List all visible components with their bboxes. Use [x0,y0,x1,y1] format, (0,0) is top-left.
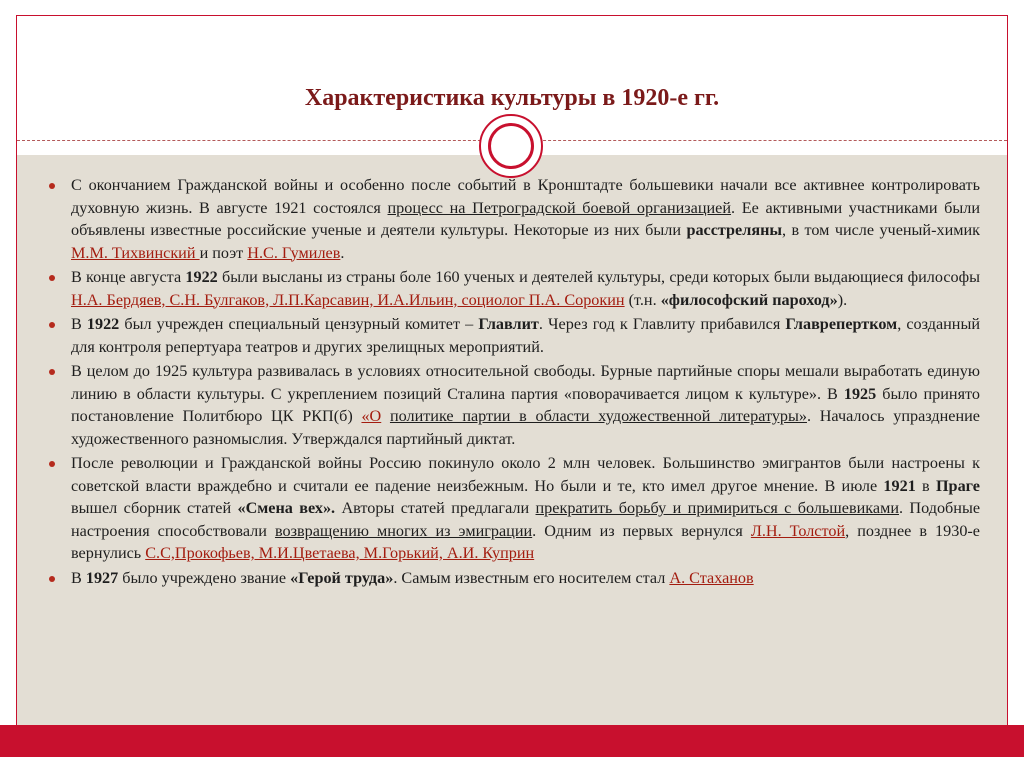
link-philosophers[interactable]: Н.А. Бердяев, С.Н. Булгаков, Л.П.Карсавин, И.А.Ильин, социолог П.А. Сорокин [71,290,625,309]
bold-text: Праге [935,476,980,495]
slide-title: Характеристика культуры в 1920-е гг. [304,85,720,111]
text-segment: После революции и Гражданской войны Россию покинуло около 2 млн человек. Большинство эмигрантов были настроены к советской власти враждебно и считали ее падение неизбежным. Но были и те, кто имел другое мнение. В июле [71,454,980,495]
list-item [47,174,980,264]
bottom-bar [0,725,1024,757]
text-segment: . Началось упразднение художественного разномыслия. Утверждался партийный диктат. [71,407,980,448]
bold-text: 1922 [86,315,120,333]
list-item [47,266,980,311]
link-gumilev[interactable]: Н.С. Гумилев [247,243,341,262]
text-segment: вышел сборник статей [71,499,238,517]
text-segment: был учрежден специальный цензурный комитет – [119,315,479,333]
text-segment: и поэт [199,243,248,262]
text-segment: . Подобные настроения способствовали [71,499,981,540]
text-segment: С окончанием Гражданской войны и особенно после событий в Кронштадте большевики начали все активнее контролировать духовную жизнь. В августе 1921 состоялся [71,176,980,217]
text-segment: было принято постановление Политбюро ЦК РКП(б) [71,384,980,425]
bold-text: 1921 [883,476,916,495]
bold-text: «Смена вех». [237,499,336,517]
text-segment: , в том числе ученый-химик [782,221,981,239]
bold-text: 1927 [85,568,119,587]
text-segment: , созданный для контроля репертуара театров и других зрелищных мероприятий. [71,315,980,356]
list-item [47,360,980,450]
bold-text: Главлит [478,315,539,333]
bold-text: расстреляны [686,221,783,239]
bold-text: 1922 [185,268,218,286]
link-returnees[interactable]: С.С,Прокофьев, М.И.Цветаева, М.Горький, А.И. Куприн [145,544,535,562]
text-segment: . Самым известным его носителем стал [393,568,670,587]
bullet-dot-icon [49,369,55,375]
bold-text: «философский пароход» [660,290,838,309]
text-segment: в [915,476,936,495]
text-segment: . Ее активными участниками были объявлены известные российские ученые и деятели культуры. Некоторые из них были [71,198,981,239]
text-segment: В [71,568,86,587]
bullet-dot-icon [49,461,55,467]
underlined-text: процесс на Петроградской боевой организацией [387,198,732,217]
underlined-text: прекратить борьбу и примириться с большевиками [535,499,899,517]
text-segment: ). [837,290,848,309]
list-item [47,452,980,565]
link-stakhanov[interactable]: А. Стаханов [669,568,754,587]
underlined-text: политике партии в области художественной литературы» [389,407,807,425]
text-segment: было учреждено звание [118,568,291,587]
text-segment: В целом до 1925 культура развивалась в условиях относительной свободы. Бурные партийные споры мешали выработать единую линию в области культуры. С укреплением позиций Сталина партия «поворачивается лицом к культуре». В [71,362,980,403]
text-segment: , позднее в 1930-е вернулись [71,521,980,562]
bullet-list [47,174,980,591]
text-segment: . Одним из первых вернулся [532,521,751,540]
circle-ornament-inner [488,123,534,169]
link-tolstoy[interactable]: Л.Н. Толстой [750,521,846,540]
list-item [47,567,980,590]
text-segment: были высланы из страны боле 160 ученых и деятелей культуры, среди которых были выдающиеся философы [217,268,980,286]
bullet-dot-icon [49,576,55,582]
text-segment: (т.н. [624,290,661,309]
link-decree[interactable]: «О [361,407,382,425]
bold-text: 1925 [843,384,877,403]
bullet-dot-icon [49,322,55,328]
text-segment [381,407,390,425]
bold-text: Главрепертком [785,315,898,333]
text-segment: . Через год к Главлиту прибавился [538,315,786,333]
text-segment: . [340,243,345,262]
text-segment: Авторы статей предлагали [335,499,536,517]
circle-ornament-icon [479,114,543,178]
link-tikhvinsky[interactable]: М.М. Тихвинский [71,243,200,262]
list-item [47,313,980,358]
underlined-text: возвращению многих из эмиграции [274,521,533,540]
text-segment: В конце августа [71,268,186,286]
bullet-dot-icon [49,275,55,281]
bold-text: «Герой труда» [290,568,394,587]
text-segment: В [71,315,87,333]
bullet-dot-icon [49,183,55,189]
